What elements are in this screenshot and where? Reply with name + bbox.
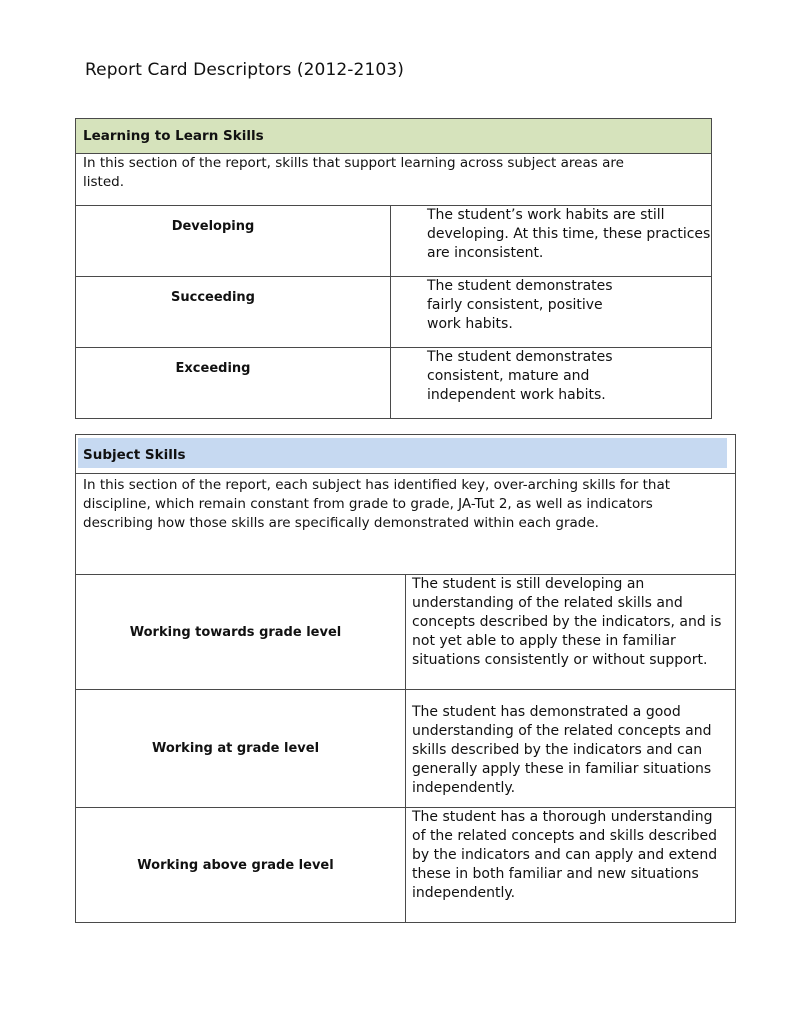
table-row	[76, 575, 736, 690]
subject-skills-table	[75, 434, 736, 923]
level-description: The student has demonstrated a good understanding of the related concepts and skills described by the indicators and can generally apply these in familiar situations independently.	[406, 690, 736, 808]
table-row	[76, 808, 736, 923]
subject-skills-header-label: Subject Skills	[83, 447, 186, 463]
level-description: The student demonstrates fairly consistent, positive work habits.	[391, 277, 712, 348]
level-name: Succeeding	[76, 277, 391, 348]
table-row	[76, 348, 712, 419]
level-name: Developing	[76, 206, 391, 277]
learning-skills-header-label: Learning to Learn Skills	[83, 128, 264, 144]
level-description: The student has a thorough understanding of the related concepts and skills described by the indicators and can apply and extend these in both familiar and new situations independently.	[406, 808, 736, 923]
level-name: Exceeding	[76, 348, 391, 419]
table-row	[76, 206, 712, 277]
subject-skills-header	[76, 435, 736, 474]
learning-skills-header	[76, 119, 712, 154]
level-name: Working above grade level	[76, 808, 406, 923]
learning-skills-table	[75, 118, 712, 419]
table-row	[76, 277, 712, 348]
learning-skills-description: In this section of the report, skills that support learning across subject areas are listed.	[76, 154, 712, 206]
table-row	[76, 690, 736, 808]
subject-skills-description: In this section of the report, each subject has identified key, over-arching skills for that discipline, which remain constant from grade to grade, JA-Tut 2, as well as indicators describing how those skills are specifically demonstrated within each grade.	[76, 474, 736, 575]
level-description: The student is still developing an understanding of the related skills and concepts described by the indicators, and is not yet able to apply these in familiar situations consistently or without support.	[406, 575, 736, 690]
level-description: The student demonstrates consistent, mature and independent work habits.	[391, 348, 712, 419]
document-title: Report Card Descriptors (2012-2103)	[85, 60, 404, 80]
level-description: The student’s work habits are still developing. At this time, these practices are inconsistent.	[391, 206, 712, 277]
level-name: Working at grade level	[76, 690, 406, 808]
level-name: Working towards grade level	[76, 575, 406, 690]
